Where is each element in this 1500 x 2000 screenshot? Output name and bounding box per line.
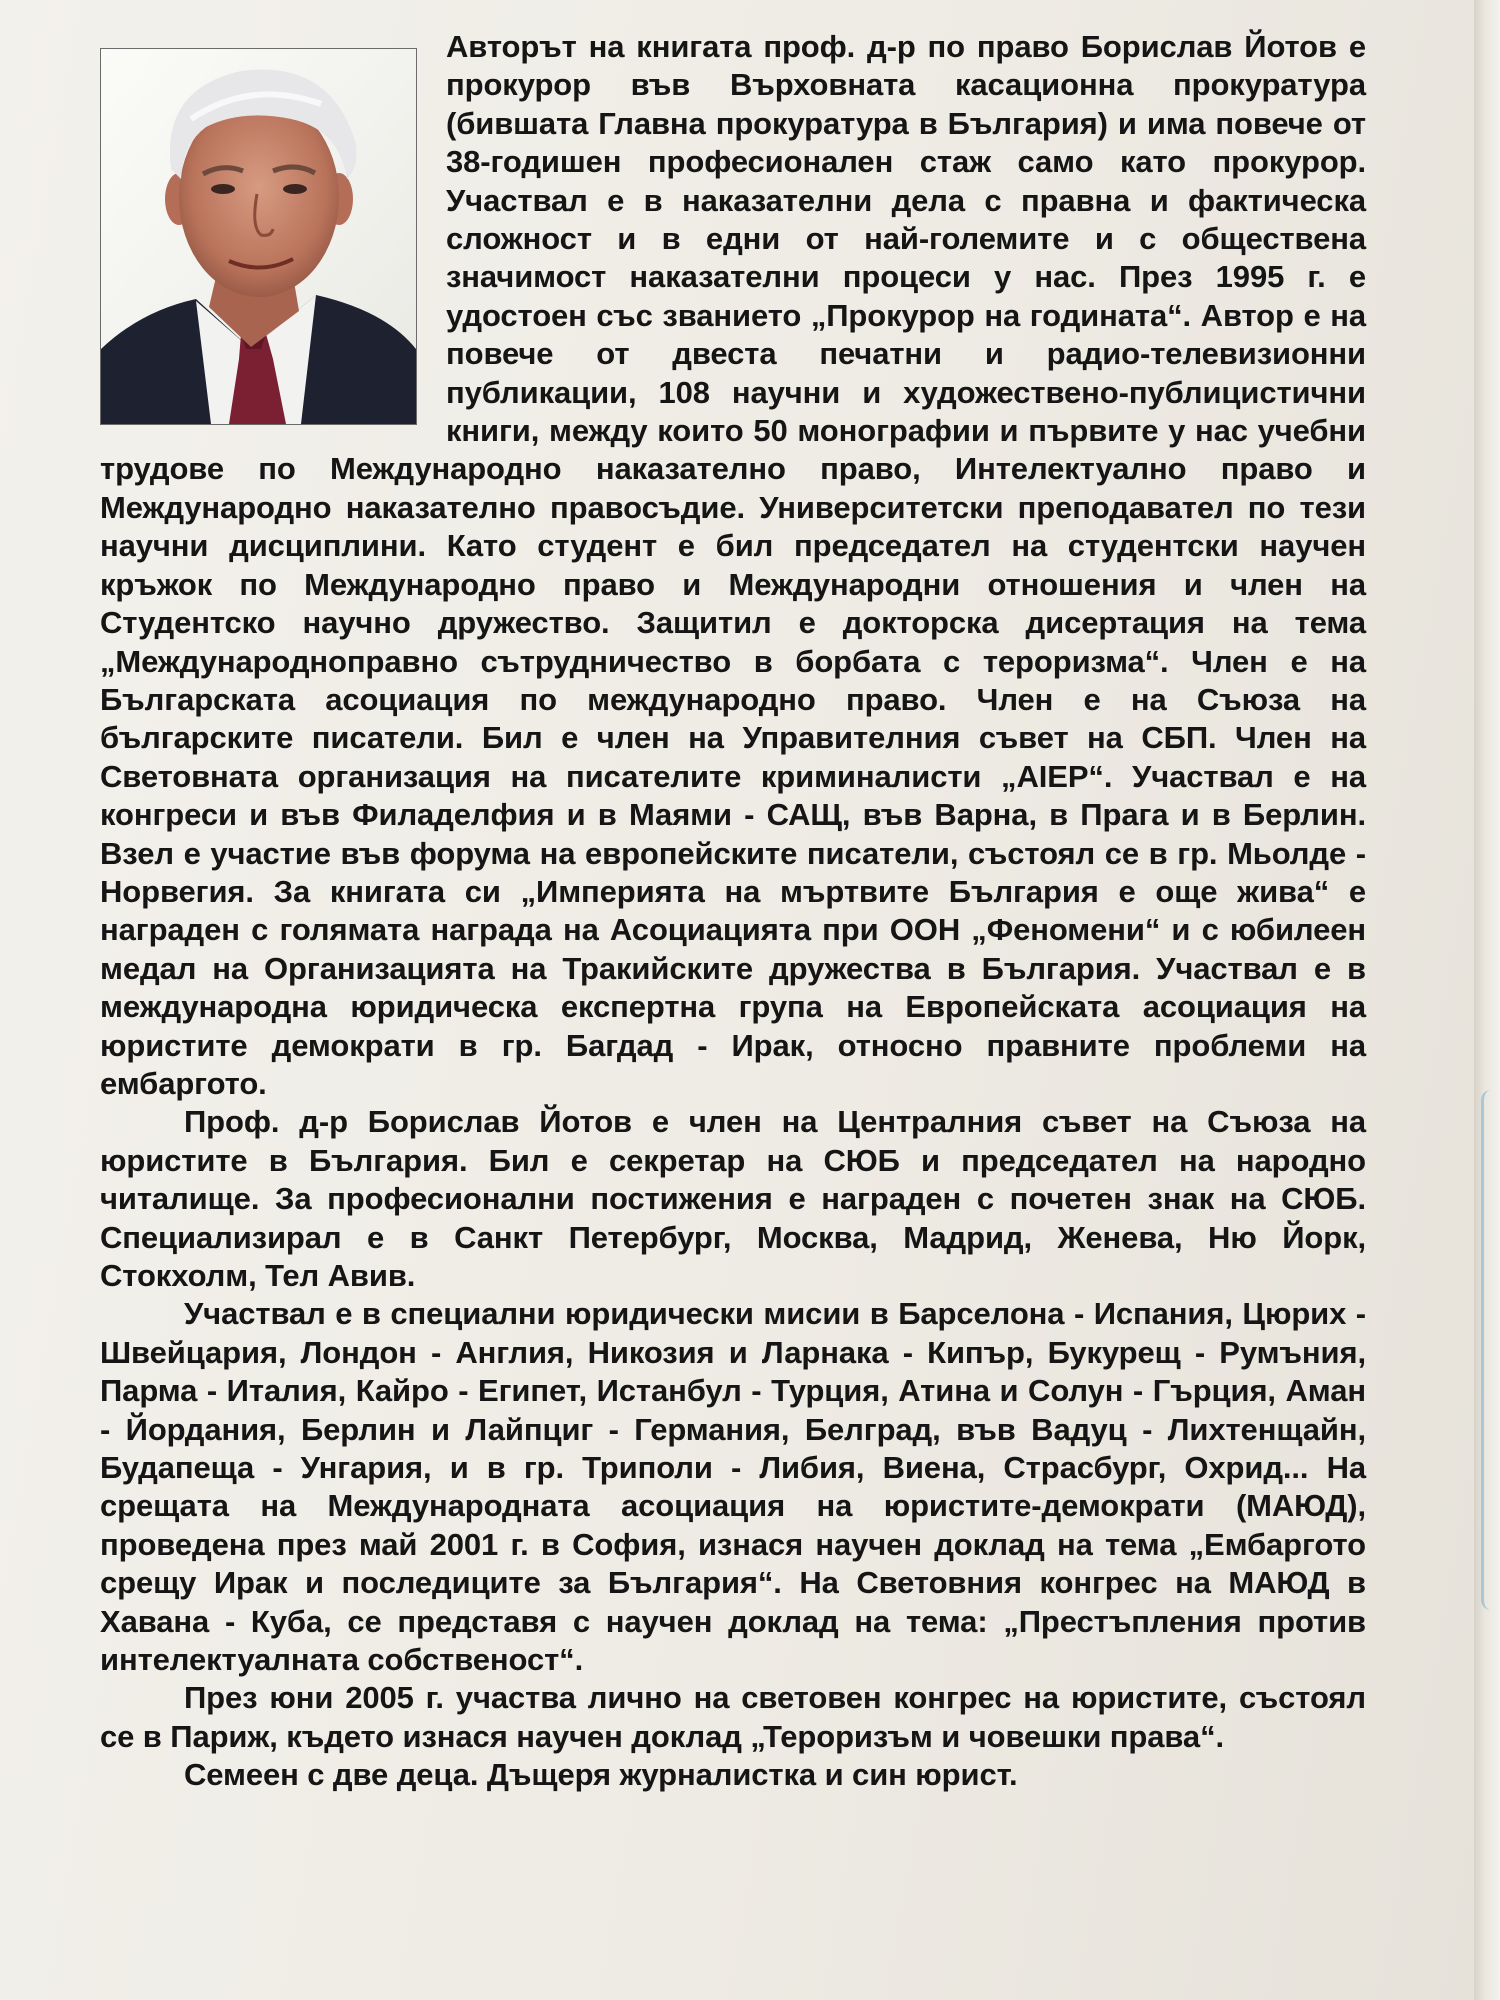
paragraph-3: Участвал е в специални юридически мисии в Барселона - Испания, Цюрих - Швейцария, Лондон - Англия, Никозия и Ларнака - Кипър, Букурещ - Румъния, Парма - Италия, Кайро - Египет, Истанбул - Турция, Атина и Солун - Гърция, Аман - Йордания, Берлин и Лайпциг - Германия, Белград, във Вадуц - Лихтенщайн, Будапеща - Унгария, и в гр. Триполи - Либия, Виена, Страсбург, Охрид... На срещата на Международната асоциация на юристите-демократи (МАЮД), проведена през май 2001 г. в София, изнася научен доклад на тема „Ембаргото срещу Ирак и последиците за България“. На Световния конгрес на МАЮД в Хавана - Куба, се представя с научен доклад на тема: „Престъпления против интелектуалната собственост“. <box>100 1296 1366 1678</box>
photo-space <box>100 28 446 433</box>
page-edge-mark <box>1481 1090 1500 1610</box>
paragraph-5: Семеен с две деца. Дъщеря журналистка и син юрист. <box>184 1757 1018 1793</box>
paragraph-1: Авторът на книгата проф. д-р по право Борислав Йотов е прокурор във Върховната касационна прокуратура (бившата Главна прокуратура в България) и има повече от 38-годишен професионален стаж само като прокурор. Участвал е в наказателни дела с правна и фактическа сложност и в едни от най-големите и с обществена значимост наказателни процеси у нас. През 1995 г. е удостоен със званието „Прокурор на годината“. Автор е на повече от двеста печатни и радио-телевизионни публикации, 108 научни и художествено-публицистични книги, между които 50 монографии и първите у нас учебни трудове по Международно наказателно право, Интелектуално право и Международно наказателно правосъдие. Университетски преподавател по тези научни дисциплини. Като студент е бил председател на студентски научен кръжок по Международно право и Международни отношения и член на Студентско научно дружество. Защитил е докторска дисертация на тема „Международноправно сътрудничество в борбата с тероризма“. Член е на Българската асоциация по международно право. Член е на Съюза на българските писатели. Бил е член на Управителния съвет на СБП. Член на Световната организация на писателите криминалисти „AIEP“. Участвал е на конгреси и във Филаделфия и в Маями - САЩ, във Варна, в Прага и в Берлин. Взел е участие във форума на европейските писатели, състоял се в гр. Мьолде - Норвегия. За книгата си „Империята на мъртвите България е още жива“ е награден с голямата награда на Асоциацията при ООН „Феномени“ и с юбилеен медал на Организацията на Тракийските дружества в България. Участвал е в международна юридическа експертна група на Европейската асоциация на юристите демократи в гр. Багдад - Ирак, относно правните проблеми на ембаргото. <box>100 29 1366 1101</box>
page-edge <box>1474 0 1500 2000</box>
paragraph-4: През юни 2005 г. участва лично на световен конгрес на юристите, състоял се в Париж, където изнася научен доклад „Тероризъм и човешки права“. <box>100 1680 1366 1754</box>
biography-text <box>100 28 1366 1795</box>
paragraph-2: Проф. д-р Борислав Йотов е член на Централния съвет на Съюза на юристите в България. Бил е секретар на СЮБ и председател на народно читалище. За професионални постижения е награден с почетен знак на СЮБ. Специализирал е в Санкт Петербург, Москва, Мадрид, Женева, Ню Йорк, Стокхолм, Тел Авив. <box>100 1104 1366 1293</box>
